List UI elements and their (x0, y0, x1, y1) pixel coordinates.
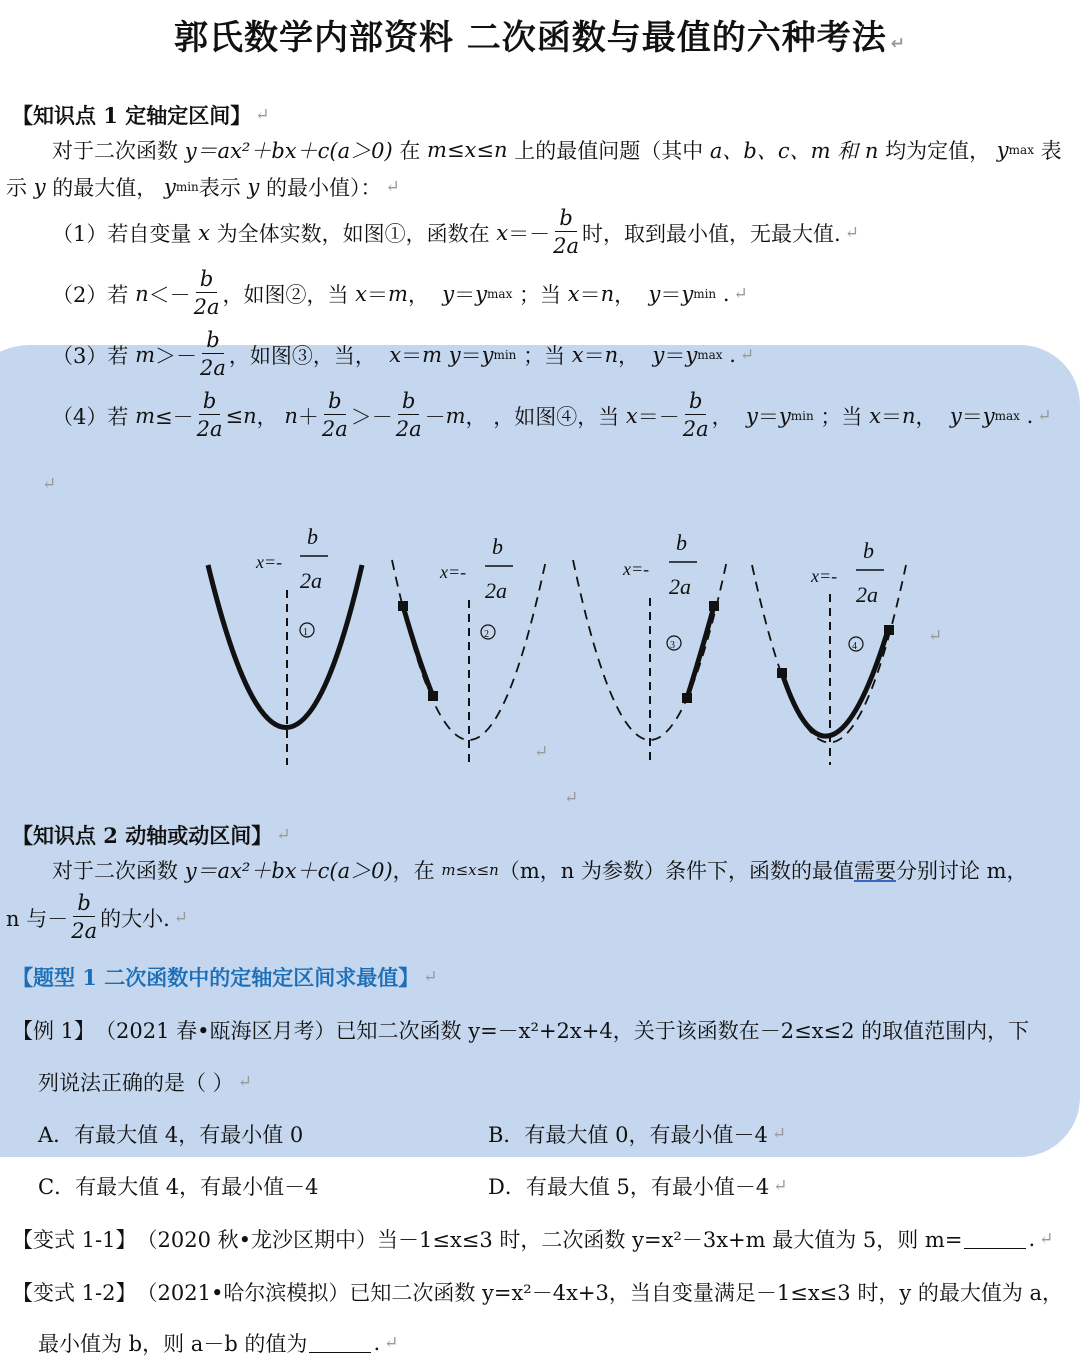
parabola-figures (190, 520, 930, 780)
kp2-text-line2: n 与 － $\frac{b}{2a}$ 的大小. ↵ (6, 891, 189, 943)
example1-line2: 列说法正确的是（ ） ↵ (38, 1071, 252, 1095)
svg-text:3: 3 (670, 640, 675, 651)
type1-heading: 【题型 1 二次函数中的定轴定区间求最值】 ↵ (12, 965, 438, 990)
option-d[interactable]: D．有最大值 5，有最小值－4 ↵ (488, 1175, 788, 1199)
answer-blank[interactable] (309, 1334, 371, 1353)
svg-text:x=-: x=- (623, 559, 650, 579)
fraction-b-over-2a: $\frac{b}{2a}$ (553, 206, 580, 258)
kp1-case2: （2）若 n ＜－ $\frac{b}{2a}$ ，如图②，当 x ＝ m ， y ＝ y max ；当 x ＝ n ， y ＝ y min . ↵ (52, 267, 748, 319)
example1-line1: 【例 1】 （2021 春•瓯海区月考）已知二次函数 y=－x²+2x+4，关于该函数在－2≤x≤2 的取值范围内，下 (12, 1019, 1030, 1043)
figure-4 (752, 538, 906, 765)
svg-text:2a: 2a (856, 582, 878, 607)
svg-text:1: 1 (303, 627, 308, 638)
kp2-heading: 【知识点 2 动轴或动区间】 ↵ (12, 823, 291, 848)
svg-text:b: b (492, 534, 503, 559)
variant1-2-line2: 最小值为 b，则 a－b 的值为 . ↵ (38, 1331, 399, 1356)
fraction-b-over-2a: $\frac{b}{2a}$ (682, 389, 709, 441)
svg-text:2: 2 (484, 629, 489, 640)
kp2-text-line1: 对于二次函数 y＝ax²＋bx＋c (a＞0) ，在 m≤x≤n （m，n 为参数）条件下，函数的最值 需要 分别讨论 m， (52, 859, 1028, 883)
fraction-b-over-2a: $\frac{b}{2a}$ (321, 389, 348, 441)
page-title: 郭氏数学内部资料 二次函数与最值的六种考法 ↵ (173, 18, 907, 58)
kp1-case3: （3）若 m ＞－ $\frac{b}{2a}$ ，如图③，当， x ＝ m y ＝ y min ；当 x ＝ n ， y ＝ y max . ↵ (52, 328, 755, 380)
empty-paragraph-mark: ↵ (42, 474, 57, 494)
fraction-b-over-2a: $\frac{b}{2a}$ (395, 389, 422, 441)
figure-1 (208, 524, 362, 765)
option-c[interactable]: C．有最大值 4，有最小值－4 (38, 1175, 319, 1199)
variant1-2-line1: 【变式 1-2】 （2021•哈尔滨模拟）已知二次函数 y=x²－4x+3，当自变量满足－1≤x≤3 时，y 的最大值为 a， (12, 1281, 1064, 1305)
kp1-intro-line2: 示 y 的最大值， y min 表示 y 的最小值）： ↵ (6, 175, 400, 200)
figure-paragraph-mark: ↵ (928, 626, 943, 646)
svg-text:x=-: x=- (440, 562, 467, 582)
svg-text:2a: 2a (669, 574, 691, 599)
kp1-intro-line1: 对于二次函数 y＝ax²＋bx＋c (a＞0) 在 m≤x≤n 上的最值问题（其中 a、b、c、m 和 n 均为定值， y max 表 (52, 138, 1062, 163)
variant1-1: 【变式 1-1】 （2020 秋•龙沙区期中）当－1≤x≤3 时，二次函数 y=x²－3x+m 最大值为 5，则 m= . ↵ (12, 1227, 1054, 1252)
figure-2 (392, 534, 546, 765)
svg-text:2a: 2a (485, 578, 507, 603)
fraction-b-over-2a: $\frac{b}{2a}$ (199, 328, 226, 380)
svg-text:x=-: x=- (811, 566, 838, 586)
svg-text:b: b (307, 524, 318, 549)
option-a[interactable]: A．有最大值 4，有最小值 0 (38, 1123, 304, 1147)
svg-text:b: b (863, 538, 874, 563)
svg-text:2a: 2a (300, 568, 322, 593)
svg-text:x=-: x=- (256, 552, 283, 572)
svg-text:b: b (676, 530, 687, 555)
kp1-case4: （4）若 m ≤－ $\frac{b}{2a}$ ≤ n ， n ＋ $\frac{b}{2a}$ ＞－ $\frac{b}{2a}$ － m ， ，如图④，当 x ＝－ $\frac{b}{2a}$ ， y ＝ y min ；当 x ＝ n ， y ＝ y max . ↵ (52, 389, 1052, 441)
empty-paragraph-mark-2: ↵ (564, 788, 579, 808)
option-b[interactable]: B．有最大值 0，有最小值－4 ↵ (488, 1123, 787, 1147)
fraction-b-over-2a: $\frac{b}{2a}$ (193, 267, 220, 319)
figure-paragraph-mark-2: ↵ (534, 742, 549, 762)
svg-text:4: 4 (852, 641, 857, 652)
kp1-heading: 【知识点 1 定轴定区间】 ↵ (12, 103, 270, 128)
fraction-b-over-2a: $\frac{b}{2a}$ (71, 891, 98, 943)
figure-3 (573, 530, 727, 765)
fraction-b-over-2a: $\frac{b}{2a}$ (196, 389, 223, 441)
answer-blank[interactable] (964, 1230, 1026, 1249)
kp1-case1: （1）若自变量 x 为全体实数，如图①，函数在 x ＝－ $\frac{b}{2a}$ 时，取到最小值，无最大值. ↵ (52, 206, 859, 258)
